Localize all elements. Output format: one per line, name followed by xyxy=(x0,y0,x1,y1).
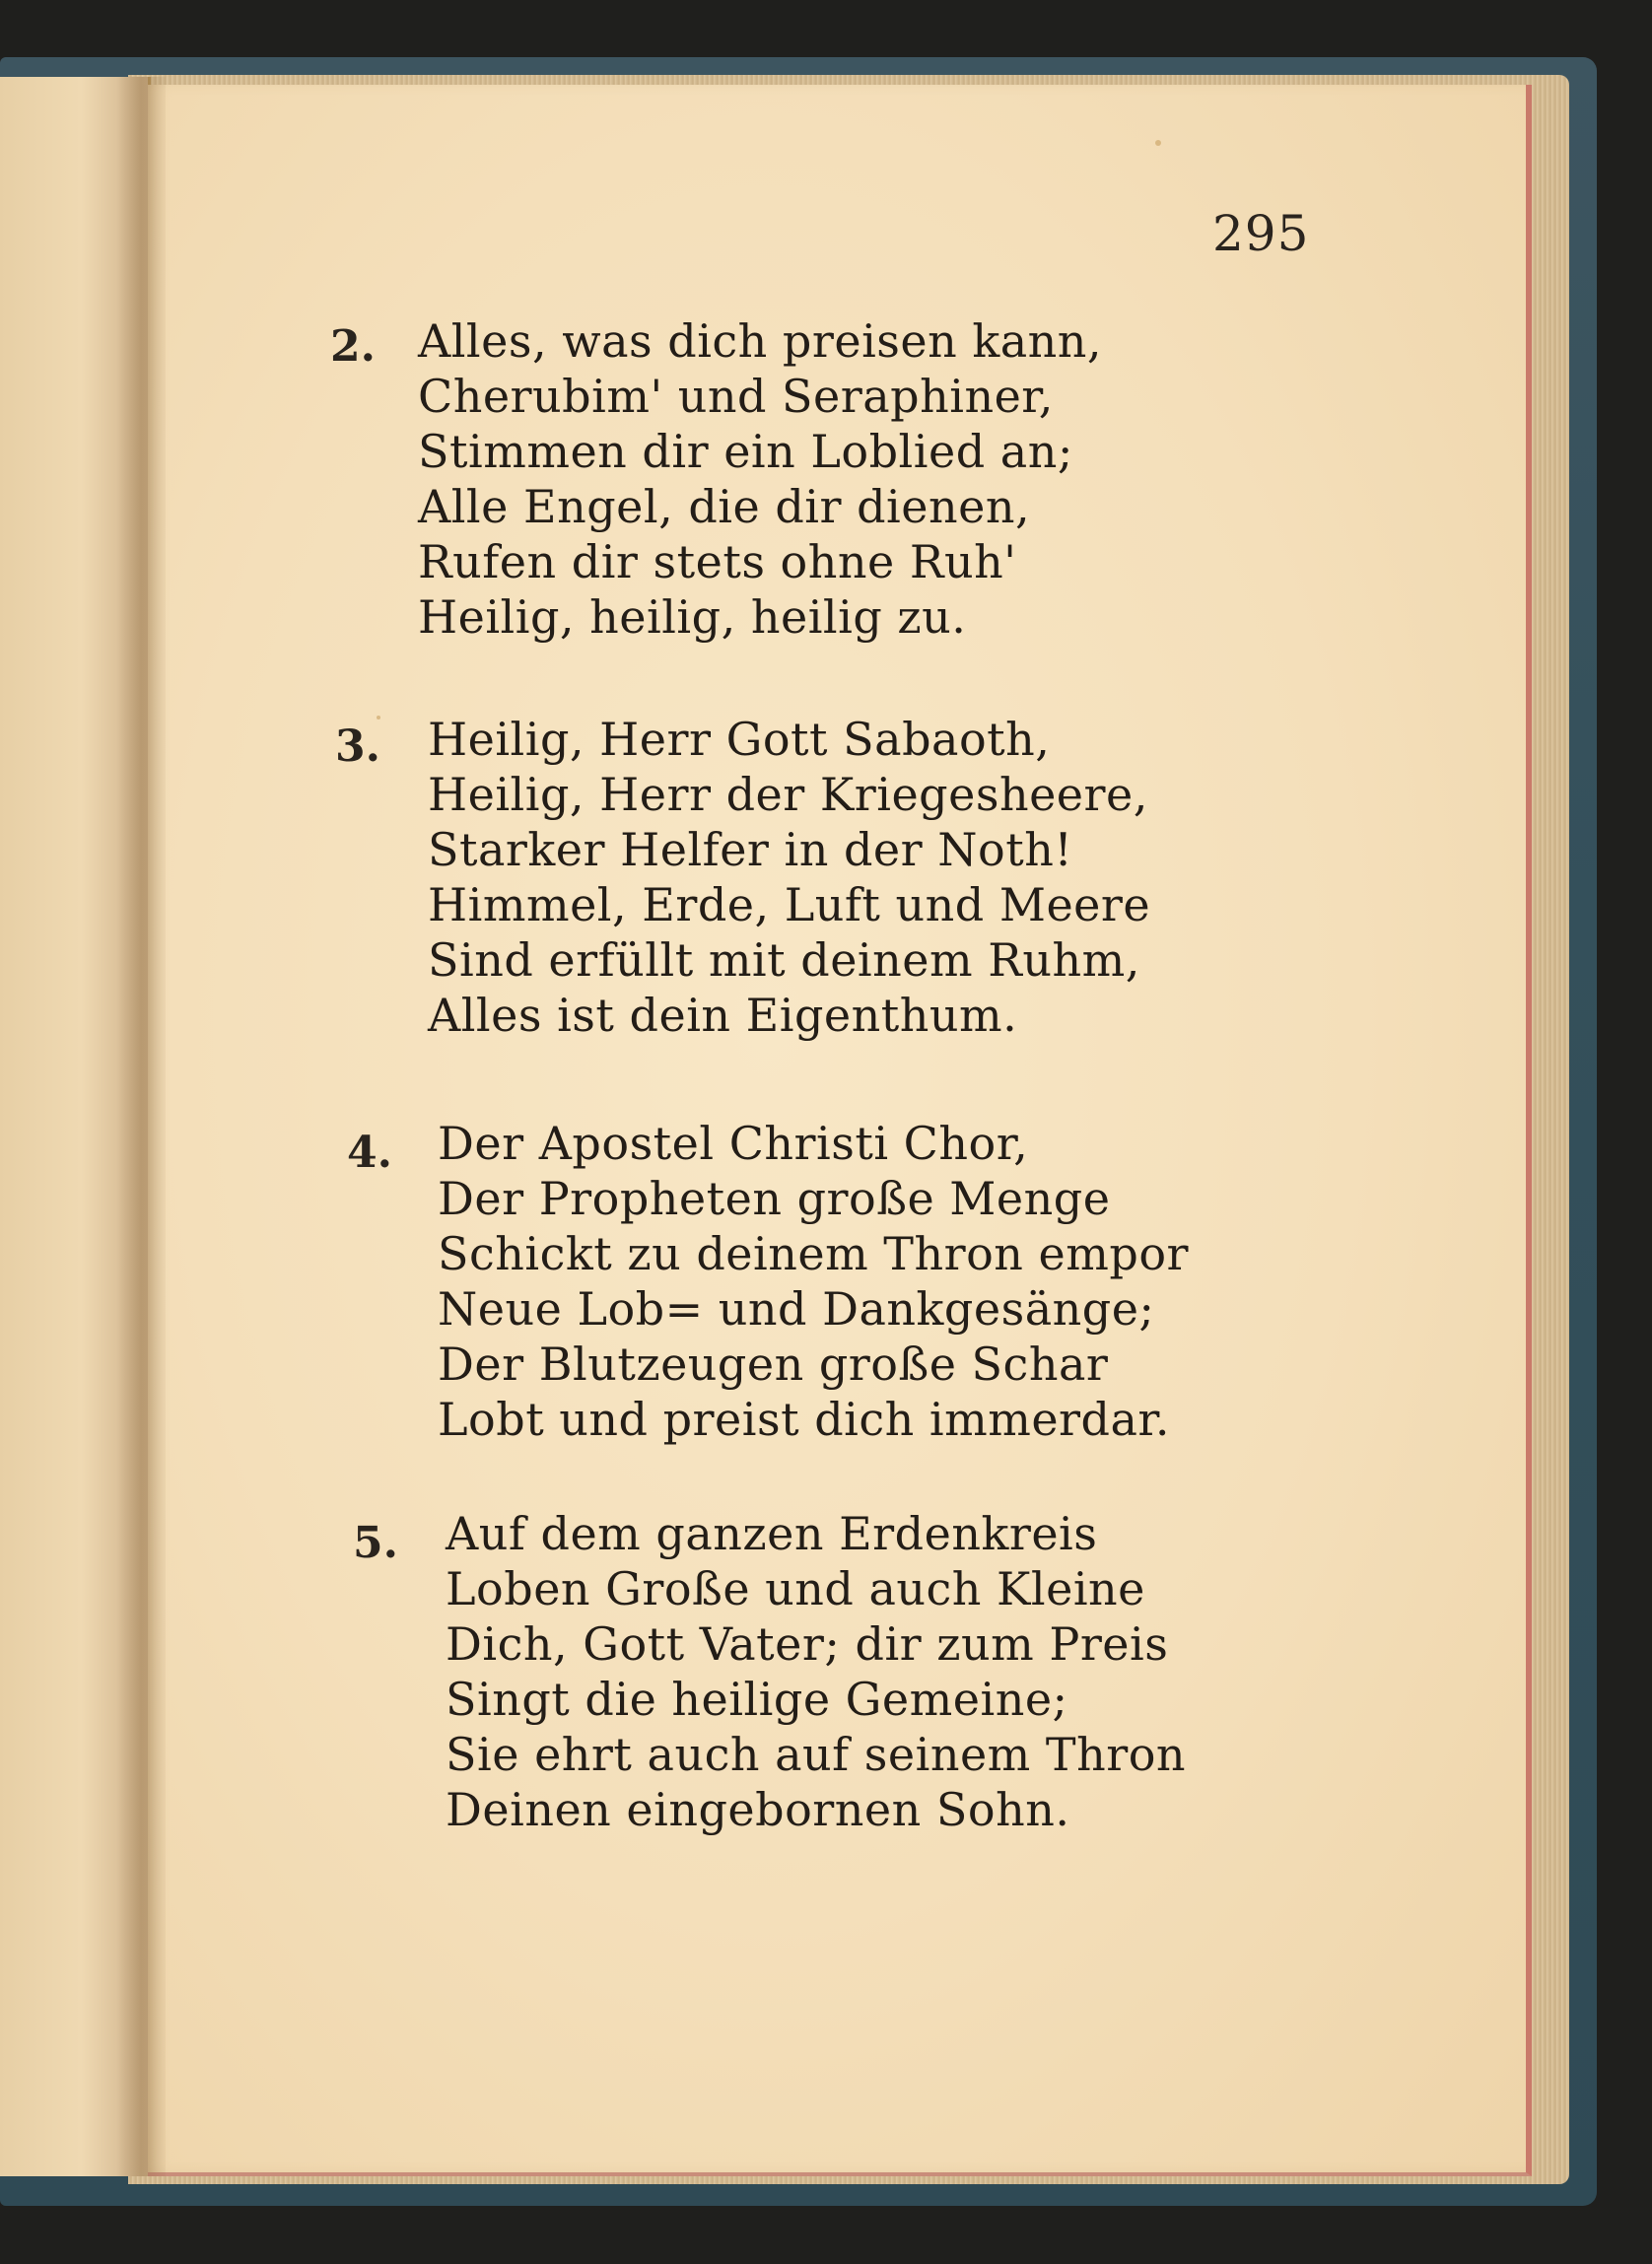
paper-speck xyxy=(377,716,380,720)
stanza-lines xyxy=(428,712,1150,1043)
verse-line: Singt die heilige Gemeine; xyxy=(446,1673,1068,1726)
verse-number: 5. xyxy=(353,1518,398,1568)
verse-number: 4. xyxy=(347,1128,392,1178)
verse-line: Heilig, heilig, heilig zu. xyxy=(418,590,967,644)
verse-line: Stimmen dir ein Loblied an; xyxy=(418,425,1073,478)
verse-line: Neue Lob= und Dankgesänge; xyxy=(438,1282,1155,1336)
verse-line: Der Apostel Christi Chor, xyxy=(438,1117,1029,1170)
verse-line: Rufen dir stets ohne Ruh' xyxy=(418,535,1017,588)
verse-line: Loben Große und auch Kleine xyxy=(446,1562,1145,1615)
verse-number: 2. xyxy=(330,321,376,372)
stanza-lines xyxy=(446,1506,1186,1837)
verse-line: Cherubim' und Seraphiner, xyxy=(418,370,1054,423)
verse-line: Heilig, Herr Gott Sabaoth, xyxy=(428,713,1051,766)
stanza-lines xyxy=(438,1116,1189,1447)
verse-line: Lobt und preist dich immerdar. xyxy=(438,1393,1170,1446)
verse-line: Sind erfüllt mit deinem Ruhm, xyxy=(428,933,1140,987)
verse-line: Alles, was dich preisen kann, xyxy=(418,314,1103,368)
stanza-lines xyxy=(418,313,1102,645)
verse-number: 3. xyxy=(335,721,380,772)
verse-line: Deinen eingebornen Sohn. xyxy=(446,1783,1070,1836)
verse-line: Sie ehrt auch auf seinem Thron xyxy=(446,1728,1187,1781)
page-number: 295 xyxy=(1212,205,1310,262)
verse-line: Auf dem ganzen Erdenkreis xyxy=(446,1507,1098,1560)
verse-line: Alles ist dein Eigenthum. xyxy=(428,989,1018,1042)
verse-line: Der Blutzeugen große Schar xyxy=(438,1338,1109,1391)
verse-line: Der Propheten große Menge xyxy=(438,1172,1111,1225)
paper-speck xyxy=(1155,140,1161,146)
verse-line: Starker Helfer in der Noth! xyxy=(428,823,1073,876)
verse-line: Heilig, Herr der Kriegesheere, xyxy=(428,768,1148,821)
verse-line: Dich, Gott Vater; dir zum Preis xyxy=(446,1617,1169,1671)
verse-line: Alle Engel, die dir dienen, xyxy=(418,480,1031,533)
verse-line: Schickt zu deinem Thron empor xyxy=(438,1227,1190,1280)
verse-line: Himmel, Erde, Luft und Meere xyxy=(428,878,1151,931)
spine-shadow xyxy=(116,77,166,2176)
